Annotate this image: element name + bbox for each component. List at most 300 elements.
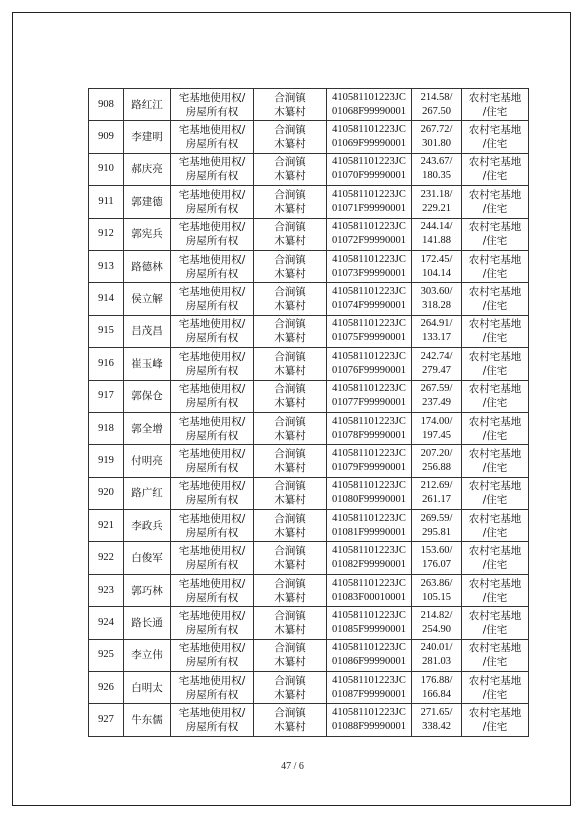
cell-no: 908 — [98, 98, 114, 110]
cell-code2: 01086F99990001 — [331, 656, 407, 668]
cell-type2: 房屋所有权 — [185, 235, 239, 248]
row-number — [89, 186, 124, 218]
area-values — [412, 283, 462, 315]
cell-no: 912 — [98, 228, 114, 240]
row-number — [89, 542, 124, 574]
land-use — [462, 704, 529, 736]
cell-use1: 农村宅基地 — [468, 642, 522, 655]
cell-no: 918 — [98, 422, 114, 434]
cell-type2: 房屋所有权 — [185, 688, 239, 701]
cell-use2: /住宅 — [482, 656, 508, 669]
cell-area1: 240.01/ — [420, 642, 453, 654]
cell-use2: /住宅 — [482, 461, 508, 474]
cell-name: 吕茂昌 — [131, 325, 163, 338]
cell-type1: 宅基地使用权/ — [178, 318, 246, 331]
area-values — [412, 250, 462, 282]
cell-no: 924 — [98, 616, 114, 628]
cell-loc2: 木纂村 — [274, 202, 306, 215]
cell-name: 侯立解 — [131, 293, 163, 306]
cell-use1: 农村宅基地 — [468, 383, 522, 396]
area-values — [412, 380, 462, 412]
cell-area1: 269.59/ — [420, 512, 453, 524]
cell-area2: 267.50 — [422, 105, 451, 117]
row-number — [89, 380, 124, 412]
owner-name — [124, 445, 171, 477]
cell-type1: 宅基地使用权/ — [178, 156, 246, 169]
parcel-code — [327, 121, 412, 153]
owner-name — [124, 574, 171, 606]
location — [254, 704, 327, 736]
cell-code2: 01079F99990001 — [331, 461, 407, 473]
right-type — [171, 639, 254, 671]
cell-area1: 267.59/ — [420, 383, 453, 395]
parcel-code — [327, 542, 412, 574]
cell-area2: 261.17 — [422, 494, 451, 506]
area-values — [412, 607, 462, 639]
area-values — [412, 704, 462, 736]
cell-type2: 房屋所有权 — [185, 170, 239, 183]
cell-area1: 214.58/ — [420, 91, 453, 103]
cell-use2: /住宅 — [482, 202, 508, 215]
cell-loc1: 合涧镇 — [274, 156, 306, 169]
land-use — [462, 89, 529, 121]
cell-name: 李立伟 — [131, 649, 163, 662]
cell-type2: 房屋所有权 — [185, 526, 239, 539]
right-type — [171, 250, 254, 282]
row-number — [89, 283, 124, 315]
cell-loc2: 木纂村 — [274, 656, 306, 669]
cell-code2: 01076F99990001 — [331, 364, 407, 376]
cell-loc2: 木纂村 — [274, 494, 306, 507]
cell-use2: /住宅 — [482, 591, 508, 604]
cell-use2: /住宅 — [482, 559, 508, 572]
cell-code2: 01074F99990001 — [331, 300, 407, 312]
cell-type2: 房屋所有权 — [185, 591, 239, 604]
cell-code2: 01070F99990001 — [331, 170, 407, 182]
owner-name — [124, 704, 171, 736]
cell-area1: 231.18/ — [420, 188, 453, 200]
cell-type2: 房屋所有权 — [185, 138, 239, 151]
cell-code2: 01085F99990001 — [331, 623, 407, 635]
cell-loc1: 合涧镇 — [274, 609, 306, 622]
cell-use2: /住宅 — [482, 105, 508, 118]
cell-type2: 房屋所有权 — [185, 267, 239, 280]
cell-loc1: 合涧镇 — [274, 642, 306, 655]
row-number — [89, 218, 124, 250]
cell-loc2: 木纂村 — [274, 235, 306, 248]
cell-use1: 农村宅基地 — [468, 318, 522, 331]
cell-area1: 207.20/ — [420, 447, 453, 459]
cell-name: 郭保仓 — [131, 390, 163, 403]
cell-code1: 410581101223JC — [332, 91, 406, 103]
parcel-code — [327, 348, 412, 380]
cell-code1: 410581101223JC — [332, 480, 406, 492]
cell-area2: 279.47 — [422, 364, 451, 376]
cell-use1: 农村宅基地 — [468, 674, 522, 687]
table-row — [89, 672, 529, 704]
cell-use1: 农村宅基地 — [468, 609, 522, 622]
area-values — [412, 315, 462, 347]
cell-use1: 农村宅基地 — [468, 512, 522, 525]
cell-name: 路德林 — [131, 260, 163, 273]
cell-type1: 宅基地使用权/ — [178, 577, 246, 590]
cell-type1: 宅基地使用权/ — [178, 253, 246, 266]
table-body — [89, 89, 529, 737]
cell-code1: 410581101223JC — [332, 350, 406, 362]
cell-area1: 244.14/ — [420, 221, 453, 233]
cell-area2: 301.80 — [422, 138, 451, 150]
cell-name: 牛东儒 — [131, 714, 163, 727]
cell-code2: 01080F99990001 — [331, 494, 407, 506]
cell-code1: 410581101223JC — [332, 577, 406, 589]
cell-use1: 农村宅基地 — [468, 188, 522, 201]
cell-area2: 104.14 — [422, 267, 451, 279]
location — [254, 218, 327, 250]
cell-type2: 房屋所有权 — [185, 429, 239, 442]
right-type — [171, 89, 254, 121]
right-type — [171, 607, 254, 639]
cell-area2: 254.90 — [422, 623, 451, 635]
cell-name: 白俊军 — [131, 552, 163, 565]
row-number — [89, 704, 124, 736]
cell-no: 926 — [98, 681, 114, 693]
area-values — [412, 153, 462, 185]
table-row — [89, 639, 529, 671]
cell-area2: 166.84 — [422, 688, 451, 700]
cell-loc1: 合涧镇 — [274, 221, 306, 234]
right-type — [171, 153, 254, 185]
cell-loc1: 合涧镇 — [274, 350, 306, 363]
cell-loc2: 木纂村 — [274, 105, 306, 118]
cell-use2: /住宅 — [482, 494, 508, 507]
table-row — [89, 510, 529, 542]
location — [254, 639, 327, 671]
cell-name: 李政兵 — [131, 519, 163, 532]
cell-use1: 农村宅基地 — [468, 350, 522, 363]
cell-type2: 房屋所有权 — [185, 202, 239, 215]
cell-type2: 房屋所有权 — [185, 461, 239, 474]
table-row — [89, 477, 529, 509]
cell-use2: /住宅 — [482, 397, 508, 410]
cell-code1: 410581101223JC — [332, 221, 406, 233]
cell-code2: 01081F99990001 — [331, 526, 407, 538]
cell-loc1: 合涧镇 — [274, 124, 306, 137]
table-row — [89, 315, 529, 347]
row-number — [89, 412, 124, 444]
right-type — [171, 542, 254, 574]
cell-use1: 农村宅基地 — [468, 415, 522, 428]
land-use — [462, 574, 529, 606]
cell-area1: 242.74/ — [420, 350, 453, 362]
cell-area1: 264.91/ — [420, 318, 453, 330]
cell-type2: 房屋所有权 — [185, 300, 239, 313]
land-use — [462, 445, 529, 477]
table-row — [89, 607, 529, 639]
location — [254, 477, 327, 509]
land-use — [462, 250, 529, 282]
location — [254, 250, 327, 282]
cell-code1: 410581101223JC — [332, 415, 406, 427]
area-values — [412, 574, 462, 606]
land-use — [462, 315, 529, 347]
row-number — [89, 153, 124, 185]
cell-loc1: 合涧镇 — [274, 447, 306, 460]
table-row — [89, 704, 529, 736]
row-number — [89, 672, 124, 704]
cell-area1: 172.45/ — [420, 253, 453, 265]
cell-type1: 宅基地使用权/ — [178, 642, 246, 655]
cell-use1: 农村宅基地 — [468, 286, 522, 299]
cell-area1: 267.72/ — [420, 124, 453, 136]
cell-code1: 410581101223JC — [332, 609, 406, 621]
cell-type2: 房屋所有权 — [185, 721, 239, 734]
cell-code2: 01083F00010001 — [331, 591, 407, 603]
area-values — [412, 542, 462, 574]
land-use — [462, 121, 529, 153]
right-type — [171, 283, 254, 315]
owner-name — [124, 283, 171, 315]
parcel-code — [327, 607, 412, 639]
row-number — [89, 574, 124, 606]
location — [254, 380, 327, 412]
cell-code2: 01078F99990001 — [331, 429, 407, 441]
location — [254, 186, 327, 218]
parcel-code — [327, 89, 412, 121]
cell-loc1: 合涧镇 — [274, 415, 306, 428]
right-type — [171, 348, 254, 380]
cell-loc1: 合涧镇 — [274, 318, 306, 331]
table-row — [89, 121, 529, 153]
area-values — [412, 412, 462, 444]
cell-loc2: 木纂村 — [274, 300, 306, 313]
registration-table — [88, 88, 529, 737]
table-row — [89, 186, 529, 218]
cell-code1: 410581101223JC — [332, 156, 406, 168]
land-use — [462, 412, 529, 444]
cell-code2: 01087F99990001 — [331, 688, 407, 700]
cell-code1: 410581101223JC — [332, 512, 406, 524]
cell-use2: /住宅 — [482, 623, 508, 636]
area-values — [412, 445, 462, 477]
cell-type2: 房屋所有权 — [185, 559, 239, 572]
cell-code2: 01073F99990001 — [331, 267, 407, 279]
row-number — [89, 445, 124, 477]
cell-use2: /住宅 — [482, 364, 508, 377]
cell-name: 郭建德 — [131, 195, 163, 208]
parcel-code — [327, 477, 412, 509]
parcel-code — [327, 574, 412, 606]
cell-loc2: 木纂村 — [274, 170, 306, 183]
cell-name: 白明太 — [131, 681, 163, 694]
cell-name: 李建明 — [131, 131, 163, 144]
cell-loc1: 合涧镇 — [274, 480, 306, 493]
cell-use1: 农村宅基地 — [468, 221, 522, 234]
owner-name — [124, 121, 171, 153]
table-row — [89, 412, 529, 444]
land-use — [462, 672, 529, 704]
cell-area1: 271.65/ — [420, 707, 453, 719]
cell-loc1: 合涧镇 — [274, 188, 306, 201]
table-row — [89, 250, 529, 282]
cell-no: 910 — [98, 163, 114, 175]
parcel-code — [327, 639, 412, 671]
parcel-code — [327, 510, 412, 542]
cell-use2: /住宅 — [482, 721, 508, 734]
owner-name — [124, 380, 171, 412]
cell-no: 917 — [98, 390, 114, 402]
table-row — [89, 218, 529, 250]
cell-area2: 256.88 — [422, 461, 451, 473]
table-row — [89, 153, 529, 185]
right-type — [171, 186, 254, 218]
parcel-code — [327, 283, 412, 315]
cell-use1: 农村宅基地 — [468, 707, 522, 720]
cell-area1: 153.60/ — [420, 545, 453, 557]
owner-name — [124, 412, 171, 444]
cell-no: 909 — [98, 131, 114, 143]
parcel-code — [327, 412, 412, 444]
cell-no: 927 — [98, 714, 114, 726]
cell-type2: 房屋所有权 — [185, 105, 239, 118]
cell-code1: 410581101223JC — [332, 124, 406, 136]
cell-area2: 176.07 — [422, 559, 451, 571]
cell-name: 郭巧林 — [131, 584, 163, 597]
parcel-code — [327, 186, 412, 218]
cell-no: 919 — [98, 454, 114, 466]
cell-code1: 410581101223JC — [332, 674, 406, 686]
cell-loc1: 合涧镇 — [274, 545, 306, 558]
location — [254, 542, 327, 574]
owner-name — [124, 542, 171, 574]
table-row — [89, 445, 529, 477]
area-values — [412, 348, 462, 380]
cell-type1: 宅基地使用权/ — [178, 415, 246, 428]
row-number — [89, 510, 124, 542]
cell-code1: 410581101223JC — [332, 286, 406, 298]
right-type — [171, 412, 254, 444]
area-values — [412, 672, 462, 704]
owner-name — [124, 218, 171, 250]
area-values — [412, 510, 462, 542]
parcel-code — [327, 218, 412, 250]
cell-use1: 农村宅基地 — [468, 447, 522, 460]
cell-loc2: 木纂村 — [274, 397, 306, 410]
cell-loc2: 木纂村 — [274, 267, 306, 280]
cell-use2: /住宅 — [482, 170, 508, 183]
right-type — [171, 704, 254, 736]
cell-type1: 宅基地使用权/ — [178, 545, 246, 558]
right-type — [171, 218, 254, 250]
cell-name: 郭全增 — [131, 422, 163, 435]
cell-use2: /住宅 — [482, 300, 508, 313]
cell-no: 925 — [98, 649, 114, 661]
owner-name — [124, 153, 171, 185]
cell-loc2: 木纂村 — [274, 559, 306, 572]
cell-use1: 农村宅基地 — [468, 91, 522, 104]
cell-code1: 410581101223JC — [332, 707, 406, 719]
cell-type1: 宅基地使用权/ — [178, 707, 246, 720]
cell-area2: 180.35 — [422, 170, 451, 182]
row-number — [89, 607, 124, 639]
cell-use2: /住宅 — [482, 267, 508, 280]
cell-no: 915 — [98, 325, 114, 337]
cell-use2: /住宅 — [482, 332, 508, 345]
cell-code1: 410581101223JC — [332, 447, 406, 459]
cell-area2: 229.21 — [422, 202, 451, 214]
table-row — [89, 283, 529, 315]
area-values — [412, 218, 462, 250]
owner-name — [124, 672, 171, 704]
location — [254, 348, 327, 380]
cell-area2: 295.81 — [422, 526, 451, 538]
cell-code1: 410581101223JC — [332, 383, 406, 395]
cell-use2: /住宅 — [482, 688, 508, 701]
cell-no: 914 — [98, 293, 114, 305]
cell-no: 923 — [98, 584, 114, 596]
land-use — [462, 607, 529, 639]
cell-code1: 410581101223JC — [332, 318, 406, 330]
cell-code2: 01072F99990001 — [331, 235, 407, 247]
right-type — [171, 574, 254, 606]
cell-use1: 农村宅基地 — [468, 124, 522, 137]
right-type — [171, 510, 254, 542]
cell-use1: 农村宅基地 — [468, 480, 522, 493]
cell-code2: 01068F99990001 — [331, 105, 407, 117]
land-use — [462, 510, 529, 542]
cell-type1: 宅基地使用权/ — [178, 188, 246, 201]
cell-no: 922 — [98, 552, 114, 564]
cell-code1: 410581101223JC — [332, 545, 406, 557]
cell-loc1: 合涧镇 — [274, 674, 306, 687]
cell-use2: /住宅 — [482, 235, 508, 248]
area-values — [412, 477, 462, 509]
cell-use1: 农村宅基地 — [468, 577, 522, 590]
owner-name — [124, 477, 171, 509]
cell-loc2: 木纂村 — [274, 623, 306, 636]
location — [254, 121, 327, 153]
cell-name: 路红江 — [131, 98, 163, 111]
right-type — [171, 445, 254, 477]
cell-area2: 338.42 — [422, 721, 451, 733]
owner-name — [124, 315, 171, 347]
cell-loc1: 合涧镇 — [274, 577, 306, 590]
owner-name — [124, 639, 171, 671]
cell-type1: 宅基地使用权/ — [178, 480, 246, 493]
cell-name: 付明亮 — [131, 454, 163, 467]
cell-loc2: 木纂村 — [274, 591, 306, 604]
location — [254, 445, 327, 477]
owner-name — [124, 250, 171, 282]
land-use — [462, 380, 529, 412]
land-use — [462, 542, 529, 574]
area-values — [412, 89, 462, 121]
cell-type1: 宅基地使用权/ — [178, 286, 246, 299]
parcel-code — [327, 380, 412, 412]
land-use — [462, 186, 529, 218]
cell-type1: 宅基地使用权/ — [178, 91, 246, 104]
location — [254, 89, 327, 121]
cell-type1: 宅基地使用权/ — [178, 383, 246, 396]
table-row — [89, 574, 529, 606]
cell-loc2: 木纂村 — [274, 332, 306, 345]
row-number — [89, 477, 124, 509]
cell-loc2: 木纂村 — [274, 429, 306, 442]
cell-area2: 237.49 — [422, 397, 451, 409]
location — [254, 412, 327, 444]
owner-name — [124, 510, 171, 542]
location — [254, 672, 327, 704]
row-number — [89, 121, 124, 153]
